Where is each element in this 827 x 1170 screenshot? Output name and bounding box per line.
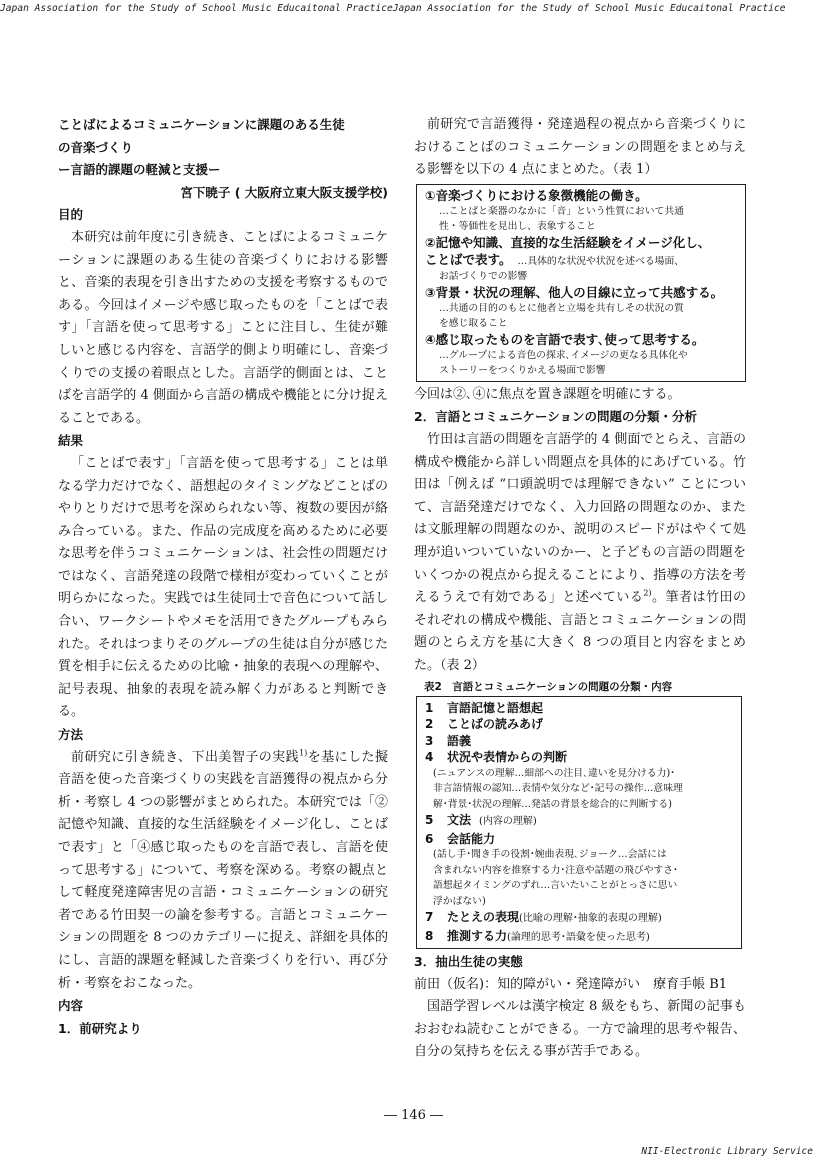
- right-column: [414, 114, 746, 1064]
- footnote-ref-1: 1): [299, 748, 308, 758]
- footnote-ref-2: 2): [643, 588, 652, 598]
- table1-item1-sub2: 性・等価性を見出し、表象すること: [439, 220, 596, 232]
- table2-item6-sub3: 語想起タイミングのずれ…言いたいことがとっさに思い: [433, 880, 678, 891]
- table2-item4-sub3: 解･背景･状況の理解…発話の背景を総合的に判断する): [433, 798, 672, 810]
- method-text-b: を基にした擬音語を使った音楽づくりの実践を言語獲得の視点から分析・考察し 4 つの影響がまとめられた。本研究では「②記憶や知識、直接的な生活経験をイメージ化し、ことばで表す」と「④感じ取ったものを言語で表し、言語を使って思考する」について、考察を深める。考察の観点として軽度発達障害児の言語・コミュニケーションの研究者である竹田契一の論を参考する。言語とコミュニケーションの問題を 8 つのカテゴリーに捉え、詳細を具体的にし、言語的課題を軽減した音楽づくりを行い、再び分析・考察をおこなった。: [58, 749, 388, 991]
- table2-item2: 2 ことばの読みあげ: [425, 717, 544, 731]
- table1-item2-sub1: お話づくりでの影響: [439, 270, 528, 282]
- focus-line: 今回は②､④に焦点を置き課題を明確にする。: [414, 386, 681, 402]
- table2-item3: 3 語義: [425, 733, 472, 748]
- table-2-caption: 表2 言語とコミュニケーションの問題の分類・内容: [424, 680, 673, 693]
- heading-section-3: 3．抽出生徒の実態: [414, 954, 523, 969]
- table1-item3-sub1: …共通の目的のもとに他者と立場を共有しその状況の質: [439, 302, 684, 314]
- table1-item1-sub1: …ことばと楽器のなかに「音」という性質において共通: [439, 205, 684, 217]
- heading-method: 方法: [58, 727, 84, 743]
- section2-paragraph: [414, 429, 746, 678]
- result-paragraph: 「ことばで表す」「言語を使って思考する」ことは単なる学力だけでなく、語想起のタイミングなどことばのやりとりだけで思考を深められない等、複数の要因が絡み合っている。また、作品の完成度を高めるために必要な思考を伴うコミュニケーションは、社会性の問題だけではなく、言語発達の段階で様相が変わっていくことが明らかになった。実践では生徒同士で音色について話し合い、ワークシートやメモを活用できたグループもみられた。それはつまりそのグループの生徒は自分が感じた質を相手に伝えるための比喩・抽象的表現への理解や、記号表現、抽象的表現を読み解く力があると判断できる。: [58, 455, 388, 720]
- table1-item2-sub-inline: …具体的な状況や状況を述べる場面、: [517, 255, 685, 267]
- heading-result: 結果: [58, 433, 84, 449]
- table2-item6-sub2: 含まれない内容を推察する力･注意や話題の飛びやすさ･: [433, 864, 678, 876]
- purpose-paragraph: 本研究は前年度に引き続き、ことばによるコミュニケーションに課題のある生徒の音楽づくりにおける影響と、音楽的表現を引き出すための支援を考察するものである。今回はイメージや感じ取ったものを「ことばで表す」「言語を使って思考する」ことに注目し、生徒が難しいと感じる内容を、言語学的側より明確にし、音楽づくりでの支援の着眼点とした。言語学的側面とは、ことばを言語学的 4 側面から言語の構成や機能とに分け捉えることである。: [58, 229, 388, 426]
- table1-item4-sub2: ストーリーをつくりかえる場面で影響: [439, 364, 606, 376]
- table-1-box: [416, 184, 746, 382]
- table1-item1-title: ①音楽づくりにおける象徴機能の働き。: [425, 187, 648, 203]
- table2-item1: 1 言語記憶と語想起: [425, 700, 544, 715]
- table2-item7: 7 たとえの表現(比喩の理解･抽象的表現の理解): [425, 910, 662, 924]
- intro-paragraph: 前研究で言語獲得・発達過程の視点から音楽づくりにおけることばのコミュニケーションの問題をまとめ与える影響を以下の 4 点にまとめた。（表 1）: [414, 117, 746, 178]
- table2-item6-sub1: (話し手･聞き手の役割･婉曲表現､ジョーク…会話には: [433, 849, 667, 860]
- heading-section-2: 2．言語とコミュニケーションの問題の分類・分析: [414, 409, 697, 425]
- paper-subtitle: ー言語的課題の軽減と支援ー: [58, 162, 221, 178]
- paper-author: 宮下暁子 ( 大阪府立東大阪支援学校): [180, 184, 388, 200]
- table2-item4-sub1: (ニュアンスの理解…細部への注目､違いを見分ける力)･: [433, 767, 676, 779]
- student-paragraph: 国語学習レベルは漢字検定 8 級をもち、新聞の記事もおおむね読むことができる。一方で論理的思考や報告、自分の気持ちを伝える事が苦手である。: [414, 999, 746, 1060]
- paper-title-line1: ことばによるコミュニケーションに課題のある生徒: [58, 117, 345, 132]
- paper-title-line2: の音楽づくり: [58, 139, 134, 155]
- section2-text-a: 竹田は言語の問題を言語学的 4 側面でとらえ、言語の構成や機能から詳しい問題点を具体的にあげている。竹田は「例えば “口頭説明では理解できない” ことについて、言語発達だけでなく、入力回路の問題なのか、または文脈理解の問題なのか、説明のスピードがはやくて処理が追いついていないのかー、と子どもの言語の問題をいくつかの視点から捉えることにより、指導の方法を考えるうえで有効である」と述べている: [414, 431, 746, 606]
- page-header: Japan Association for the Study of School Music Educaitonal PracticeJapan Association for the Study of School Music Educaitonal Practice: [0, 3, 786, 14]
- section2-text-b: 。筆者は竹田のそれぞれの構成や機能、言語とコミュニケーションの問題のとらえ方を基に大きく 8 つの項目と内容をまとめた。（表 2）: [414, 590, 746, 673]
- table-2-box: [416, 696, 742, 950]
- table2-item4: 4 状況や表情からの判断: [425, 750, 568, 764]
- table1-item3-title: ③背景・状況の理解、他人の目線に立って共感する。: [425, 284, 724, 300]
- table1-item3-sub2: を感じ取ること: [439, 317, 508, 329]
- student-profile-line: 前田（仮名)：知的障がい・発達障がい 療育手帳 B1: [414, 976, 728, 992]
- table2-item5: 5 文法 (内容の理解): [425, 813, 537, 827]
- heading-content: 内容: [58, 998, 84, 1014]
- table1-item4-sub1: …グループによる音色の探求､イメージの更なる具体化や: [439, 349, 688, 361]
- table2-item6-sub4: 浮かばない): [433, 895, 486, 907]
- page-number: ― 146 ―: [383, 1108, 444, 1123]
- method-text-a: 前研究に引き続き、下出美智子の実践: [71, 749, 300, 765]
- table1-item2-title: ②記憶や知識、直接的な生活経験をイメージ化し、: [425, 234, 711, 250]
- table1-item2-title-cont: [425, 251, 739, 269]
- method-paragraph: [58, 747, 388, 996]
- table2-item6: 6 会話能力: [425, 831, 496, 846]
- table1-item2-title2: ことばで表す。: [425, 251, 512, 267]
- heading-purpose: 目的: [58, 207, 84, 223]
- table2-item8: 8 推測する力(論理的思考･語彙を使った思考): [425, 928, 650, 943]
- table2-item4-sub2: 非言語情報の認知…表情や気分など･記号の操作…意味理: [433, 783, 683, 794]
- heading-section-1: 1．前研究より: [58, 1020, 142, 1036]
- left-column: [58, 114, 388, 1040]
- page-footer: NII-Electronic Library Service: [641, 1146, 813, 1157]
- table1-item4-title: ④感じ取ったものを言語で表す､使って思考する。: [425, 331, 705, 347]
